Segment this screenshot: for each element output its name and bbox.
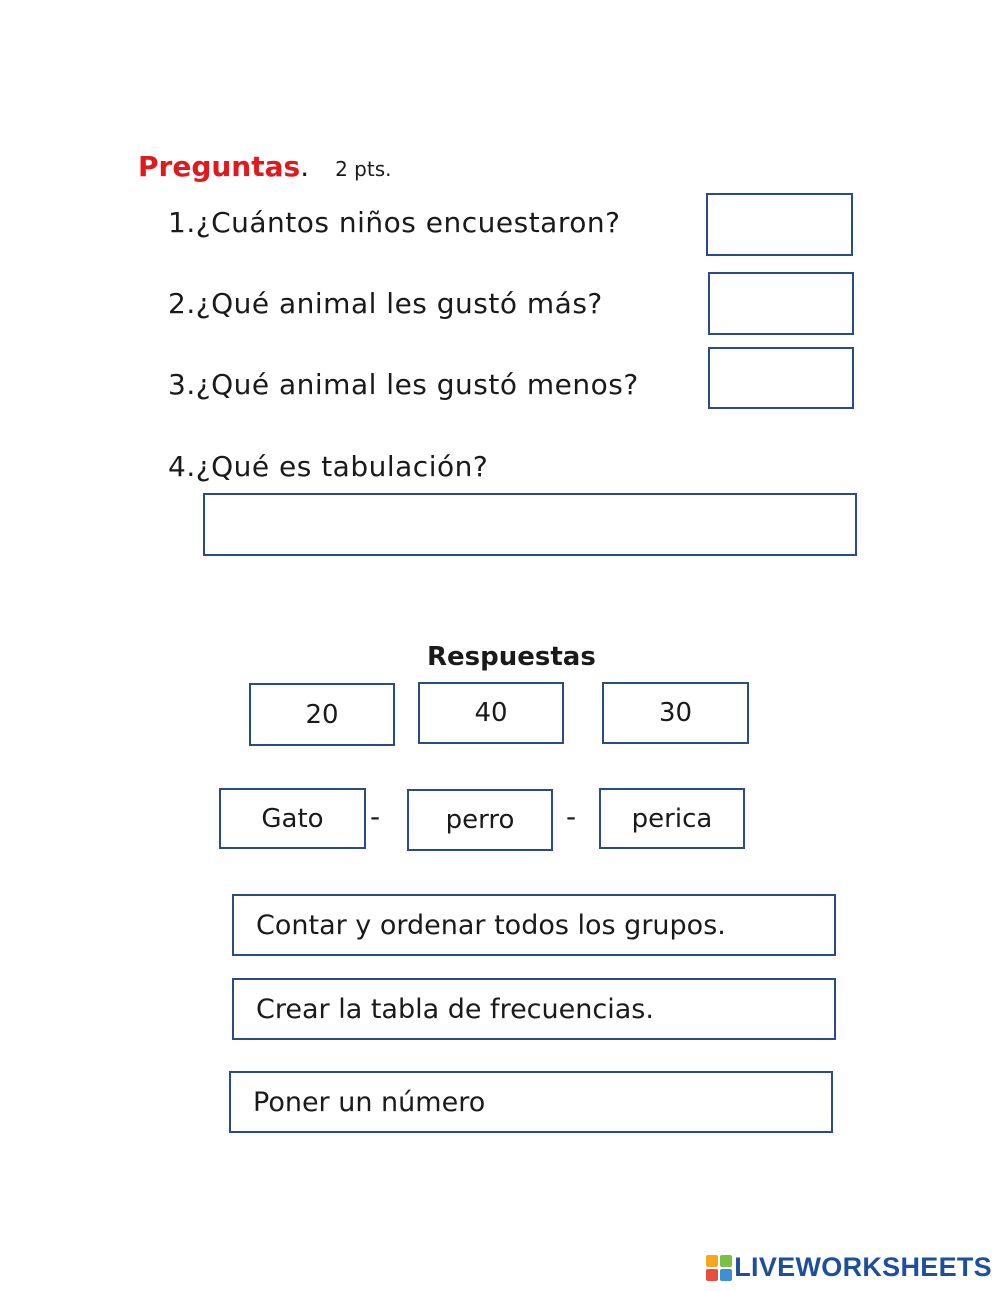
answer-chip-poner-numero[interactable]: Poner un número <box>229 1071 833 1133</box>
answer-chip-contar[interactable]: Contar y ordenar todos los grupos. <box>232 894 836 956</box>
title-period: . <box>300 150 310 183</box>
answer-chip-40[interactable]: 40 <box>418 682 564 744</box>
answer-chip-perica[interactable]: perica <box>599 788 745 849</box>
answer-chip-20[interactable]: 20 <box>249 683 395 746</box>
points-label: 2 pts. <box>335 157 392 181</box>
section-title: Preguntas <box>138 150 301 183</box>
answer-drop-box-1[interactable] <box>706 193 853 256</box>
question-1: 1.¿Cuántos niños encuestaron? <box>168 206 621 239</box>
separator-dash: - <box>370 800 381 833</box>
section-heading <box>138 150 392 183</box>
question-2: 2.¿Qué animal les gustó más? <box>168 287 603 320</box>
answer-chip-perro[interactable]: perro <box>407 789 553 851</box>
answer-drop-box-2[interactable] <box>708 272 854 335</box>
answer-chip-crear-tabla[interactable]: Crear la tabla de frecuencias. <box>232 978 836 1040</box>
answer-chip-30[interactable]: 30 <box>602 682 749 744</box>
answer-drop-box-4[interactable] <box>203 493 857 556</box>
logo-text: LIVEWORKSHEETS <box>734 1252 992 1282</box>
logo-blocks-icon <box>706 1255 732 1281</box>
separator-dash: - <box>566 800 577 833</box>
answers-title: Respuestas <box>427 642 596 672</box>
liveworksheets-logo <box>706 1252 992 1283</box>
question-4: 4.¿Qué es tabulación? <box>168 450 489 483</box>
question-3: 3.¿Qué animal les gustó menos? <box>168 368 639 401</box>
answer-drop-box-3[interactable] <box>708 347 854 409</box>
answer-chip-gato[interactable]: Gato <box>219 788 366 849</box>
